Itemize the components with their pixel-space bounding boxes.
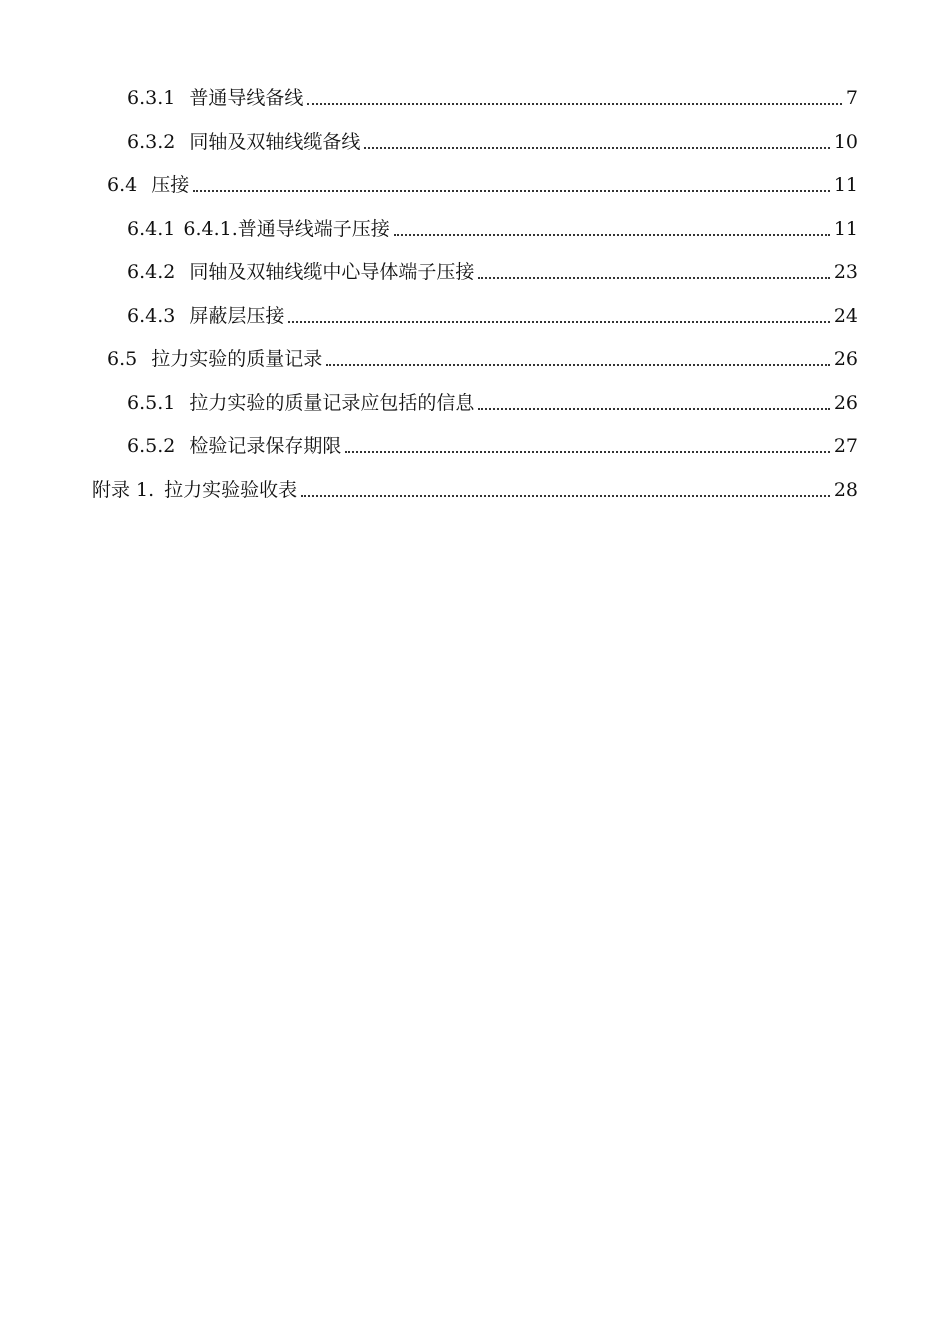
toc-entry-6-4-2[interactable] [127,254,858,284]
toc-entry-title: 同轴及双轴线缆备线 [189,131,361,153]
toc-entry-page: 7 [845,87,858,109]
toc-entry-6-4-3[interactable] [127,298,858,328]
toc-entry-number: 6.4.2 [127,261,176,283]
toc-entry-number: 6.3.1 [127,87,176,109]
toc-entry-page: 23 [833,261,858,283]
toc-entry-6-5-1[interactable] [127,385,858,415]
toc-entry-title: 6.4.1.普通导线端子压接 [183,218,390,240]
toc-entry-number: 附录 1. [92,479,155,501]
toc-entry-appendix-1[interactable] [92,472,858,502]
toc-dot-leader [326,364,830,366]
toc-entry-page: 24 [833,305,858,327]
toc-entry-page: 26 [833,392,858,414]
toc-dot-leader [478,277,829,279]
toc-entry-6-4[interactable] [107,167,858,197]
toc-dot-leader [345,451,829,453]
toc-entry-number: 6.5.1 [127,392,176,414]
toc-entry-6-5-2[interactable] [127,428,858,458]
toc-dot-leader [478,408,829,410]
toc-dot-leader [301,495,830,497]
toc-entry-page: 28 [833,479,858,501]
toc-entry-title: 拉力实验的质量记录 [151,348,323,370]
toc-entry-number: 6.3.2 [127,131,176,153]
toc-dot-leader [364,147,829,149]
toc-entry-number: 6.5.2 [127,435,176,457]
toc-entry-number: 6.4.3 [127,305,176,327]
toc-entry-number: 6.5 [107,348,138,370]
toc-entry-page: 11 [833,218,858,240]
toc-entry-6-3-2[interactable] [127,124,858,154]
toc-entry-title: 屏蔽层压接 [189,305,285,327]
toc-entry-title: 拉力实验的质量记录应包括的信息 [189,392,475,414]
toc-entry-page: 26 [833,348,858,370]
toc-entry-page: 11 [833,174,858,196]
toc-dot-leader [307,103,842,105]
toc-entry-6-4-1[interactable] [127,211,858,241]
toc-entry-title: 检验记录保存期限 [189,435,342,457]
toc-dot-leader [193,190,830,192]
toc-entry-page: 27 [833,435,858,457]
toc-entry-title: 拉力实验验收表 [164,479,298,501]
toc-entry-number: 6.4.1 [127,218,176,240]
toc-entry-title: 压接 [151,174,190,196]
toc-entry-page: 10 [833,131,858,153]
toc-entry-6-5[interactable] [107,341,858,371]
toc-entry-title: 普通导线备线 [189,87,304,109]
toc-entry-title: 同轴及双轴线缆中心导体端子压接 [189,261,475,283]
toc-dot-leader [288,321,829,323]
toc-entry-number: 6.4 [107,174,138,196]
toc-dot-leader [394,234,830,236]
toc-entry-6-3-1[interactable] [127,80,858,110]
